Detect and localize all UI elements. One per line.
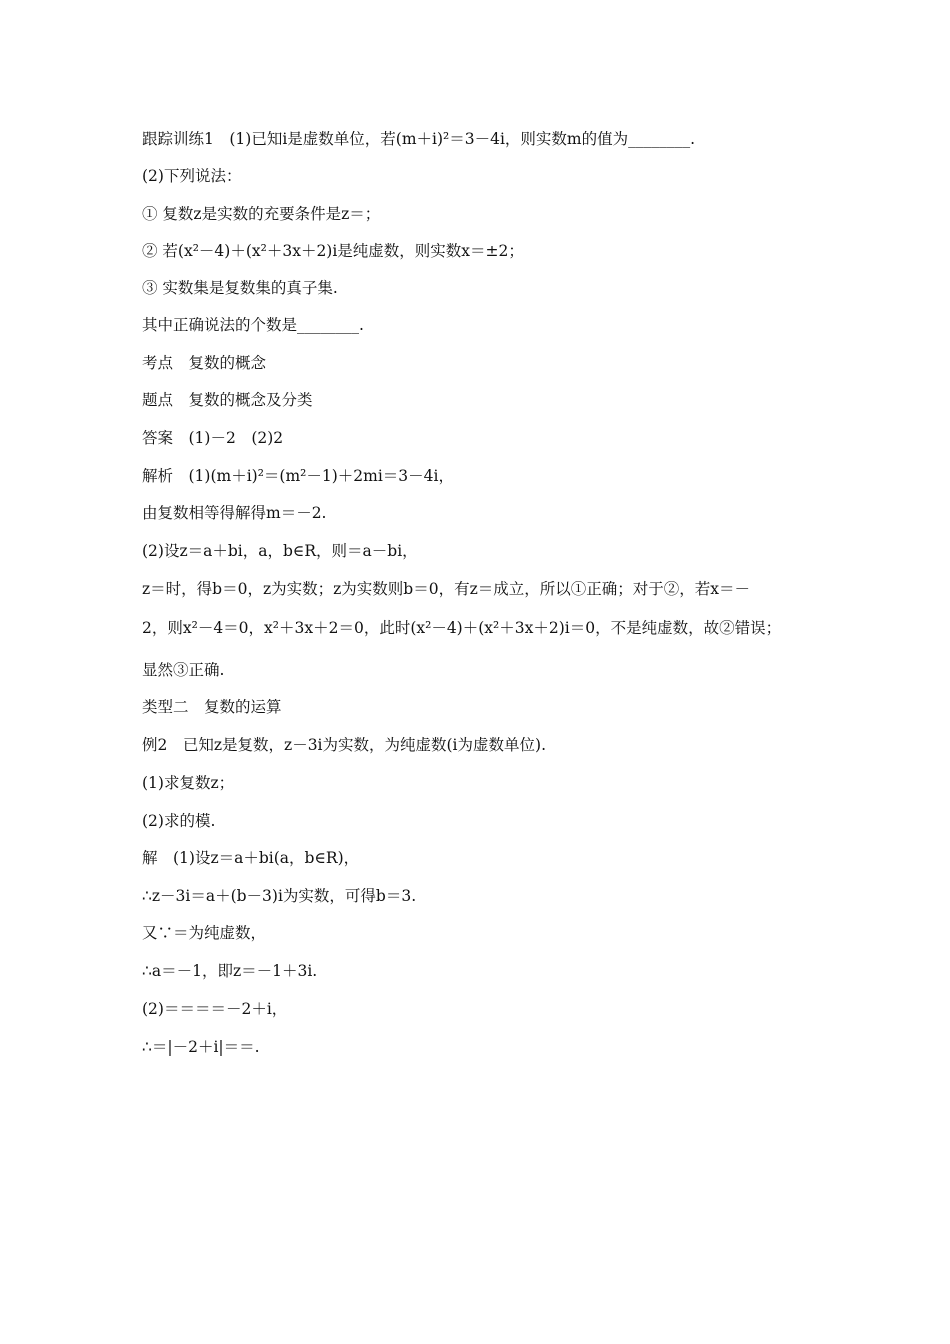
- analysis-6: 显然③正确.: [142, 661, 225, 679]
- solution-4: ∴a＝－1，即z＝－1＋3i.: [142, 962, 318, 980]
- analysis-2: 由复数相等得解得m＝－2.: [142, 504, 327, 522]
- statement-2: ② 若(x²－4)＋(x²＋3x＋2)i是纯虚数，则实数x＝±2；: [142, 242, 524, 260]
- question-count: 其中正确说法的个数是________.: [142, 316, 364, 334]
- example-2-part1: (1)求复数z；: [142, 774, 235, 792]
- solution-2: ∴z－3i＝a＋(b－3)i为实数，可得b＝3.: [142, 887, 417, 905]
- example-2-part2: (2)求的模.: [142, 812, 216, 830]
- statement-1: ① 复数z是实数的充要条件是z＝；: [142, 205, 381, 223]
- example-2-question: 例2 已知z是复数，z－3i为实数，为纯虚数(i为虚数单位).: [142, 736, 546, 754]
- solution-5: (2)＝＝＝＝－2＋i，: [142, 1000, 288, 1018]
- answer: 答案 (1)－2 (2)2: [142, 429, 284, 447]
- section-heading: 类型二 复数的运算: [142, 698, 282, 716]
- knowledge-point: 考点 复数的概念: [142, 354, 267, 372]
- solution-6: ∴＝|－2＋i|＝＝.: [142, 1038, 260, 1056]
- analysis-3: (2)设z＝a＋bi，a，b∈R，则＝a－bi，: [142, 542, 418, 560]
- analysis-1: 解析 (1)(m＋i)²＝(m²－1)＋2mi＝3－4i，: [142, 467, 454, 485]
- solution-3: 又∵＝为纯虚数，: [142, 924, 267, 942]
- exercise-1-question: 跟踪训练1 (1)已知i是虚数单位，若(m＋i)²＝3－4i，则实数m的值为________.: [142, 130, 696, 148]
- analysis-4: z＝时，得b＝0，z为实数；z为实数则b＝0，有z＝成立，所以①正确；对于②，若x＝－: [142, 580, 750, 598]
- statement-3: ③ 实数集是复数集的真子集.: [142, 279, 338, 297]
- solution-1: 解 (1)设z＝a＋bi(a，b∈R)，: [142, 849, 360, 867]
- analysis-5: 2，则x²－4＝0，x²＋3x＋2＝0，此时(x²－4)＋(x²＋3x＋2)i＝0，不是纯虚数，故②错误；: [142, 619, 782, 637]
- exercise-1-part2: (2)下列说法：: [142, 167, 242, 185]
- topic-point: 题点 复数的概念及分类: [142, 391, 313, 409]
